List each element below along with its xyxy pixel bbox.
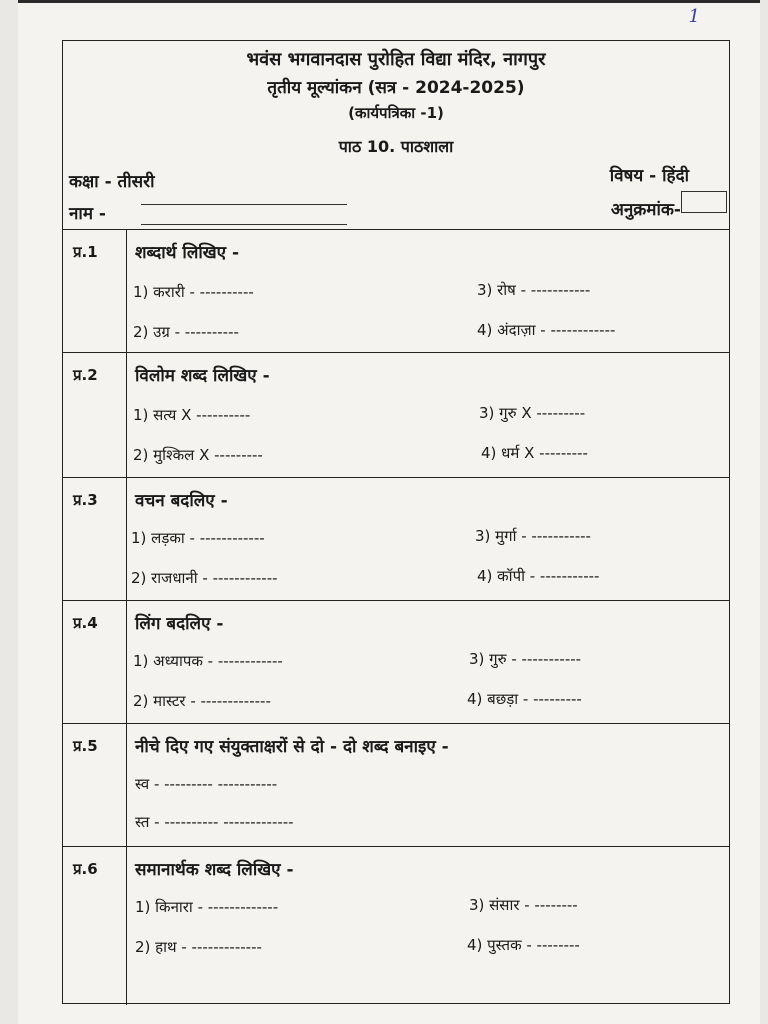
answer-item[interactable]: 1) किनारा - ------------- (135, 898, 279, 916)
name-label: नाम - (69, 204, 106, 224)
roll-number-label: अनुक्रमांक- (610, 200, 681, 220)
question-number: प्र.6 (73, 860, 98, 878)
column-divider (126, 353, 127, 477)
name-blank-line-2[interactable] (141, 224, 347, 225)
top-border-line (18, 0, 760, 3)
answer-item[interactable]: 2) उग्र - ---------- (133, 323, 239, 341)
answer-item[interactable]: 2) मुश्किल X --------- (133, 446, 263, 464)
question-1 (63, 230, 729, 353)
column-divider (126, 230, 127, 352)
worksheet-paper (18, 0, 760, 1024)
answer-item[interactable]: 4) धर्म X --------- (481, 444, 588, 462)
worksheet-title: (कार्यपत्रिका -1) (348, 104, 444, 122)
answer-item[interactable]: 1) सत्य X ---------- (133, 406, 251, 424)
question-number: प्र.4 (73, 614, 98, 632)
question-number: प्र.3 (73, 491, 98, 509)
subject-label: विषय - हिंदी (609, 166, 689, 186)
question-2 (63, 353, 729, 478)
answer-item[interactable]: 1) अध्यापक - ------------ (133, 652, 283, 670)
answer-item[interactable]: 2) हाथ - ------------- (135, 938, 262, 956)
answer-item[interactable]: 2) मास्टर - ------------- (133, 692, 271, 710)
question-title: शब्दार्थ लिखिए - (135, 243, 240, 263)
answer-item[interactable]: 4) कॉपी - ----------- (477, 567, 600, 585)
column-divider (126, 847, 127, 1005)
answer-item[interactable]: स्व - --------- ----------- (135, 775, 278, 793)
lesson-title: पाठ 10. पाठशाला (338, 137, 454, 156)
answer-item[interactable]: स्त - ---------- ------------- (135, 813, 294, 831)
answer-item[interactable]: 3) संसार - -------- (469, 896, 578, 914)
answer-item[interactable]: 3) गुरु X --------- (479, 404, 586, 422)
answer-item[interactable]: 3) गुरु - ----------- (469, 650, 582, 668)
answer-item[interactable]: 3) रोष - ----------- (477, 281, 591, 299)
answer-item[interactable]: 1) करारी - ---------- (133, 283, 254, 301)
answer-item[interactable]: 4) बछड़ा - --------- (467, 690, 582, 708)
question-title: लिंग बदलिए - (135, 614, 224, 634)
answer-item[interactable]: 4) अंदाज़ा - ------------ (477, 321, 616, 339)
column-divider (126, 724, 127, 846)
class-label: कक्षा - तीसरी (69, 172, 155, 192)
question-title: वचन बदलिए - (135, 491, 228, 511)
corner-mark: 1 (688, 6, 700, 27)
exam-title: तृतीय मूल्यांकन (सत्र - 2024-2025) (267, 78, 525, 98)
header (63, 41, 729, 230)
question-6 (63, 847, 729, 1005)
question-5 (63, 724, 729, 847)
question-number: प्र.5 (73, 737, 98, 755)
question-title: विलोम शब्द लिखिए - (135, 366, 270, 386)
answer-item[interactable]: 3) मुर्गा - ----------- (475, 527, 591, 545)
question-title: नीचे दिए गए संयुक्ताक्षरों से दो - दो शब्द बनाइए - (135, 737, 449, 757)
question-title: समानार्थक शब्द लिखिए - (135, 860, 294, 880)
name-blank-line[interactable] (141, 204, 347, 205)
question-4 (63, 601, 729, 724)
question-number: प्र.1 (73, 243, 98, 261)
column-divider (126, 478, 127, 600)
answer-item[interactable]: 1) लड़का - ------------ (131, 529, 265, 547)
worksheet-frame (62, 40, 730, 1004)
answer-item[interactable]: 4) पुस्तक - -------- (467, 936, 580, 954)
question-number: प्र.2 (73, 366, 98, 384)
question-3 (63, 478, 729, 601)
school-name: भवंस भगवानदास पुरोहित विद्या मंदिर, नागपुर (246, 49, 546, 70)
roll-number-box[interactable] (681, 191, 727, 213)
answer-item[interactable]: 2) राजधानी - ------------ (131, 569, 278, 587)
column-divider (126, 601, 127, 723)
